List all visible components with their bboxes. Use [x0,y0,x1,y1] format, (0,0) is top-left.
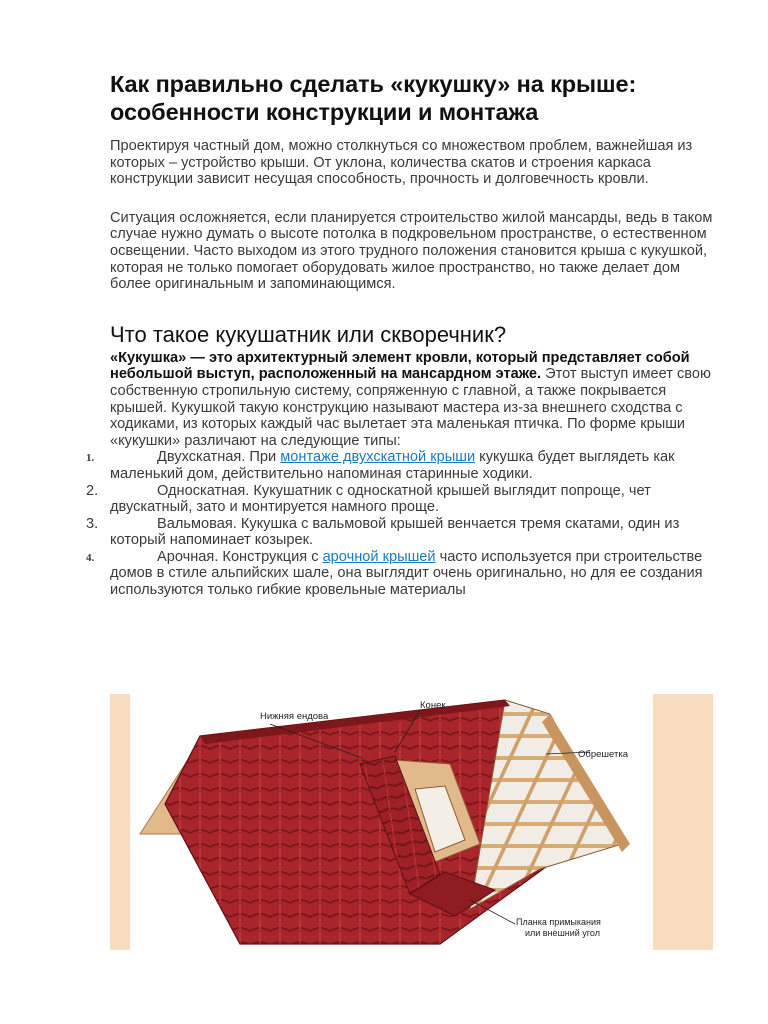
label-ridge: Конек [420,700,446,711]
gable-roof-link[interactable]: монтаже двухскатной крыши [280,449,476,466]
list-item-text: Односкатная. Кукушатник с односкатной крышей выглядит попроще, чет двускатный, зато и монтируется намного проще. [110,482,651,516]
roof-types-list [86,449,720,599]
list-item-text: Арочная. Конструкция с [157,548,323,565]
label-batten: Обрешетка [578,749,628,760]
left-panel [110,694,130,950]
roof-diagram [110,694,713,950]
arched-roof-link[interactable]: арочной крышей [322,548,436,565]
list-item-text: Двухскатная. При [157,449,281,466]
page-title: Как правильно сделать «кукушку» на крыше: особенности конструкции и монтажа [110,71,637,125]
list-item [86,548,720,599]
context-paragraph: Ситуация осложняется, если планируется строительство жилой мансарды, ведь в таком случае нужно думать о высоте потолка в подкровельном пространстве, о естественном освещении. Часто выходом из этого трудного положения становится крыша с кукушкой, которая не только помогает оборудовать жилое пространство, но также делает дом более оригинальным и запоминающимся. [110,209,713,293]
label-flashing-1: Планка примыкания [516,917,601,927]
roof-illustration [110,694,713,950]
definition-bold: «Кукушка» — это архитектурный элемент кровли, который представляет собой небольшой выступ, расположенный на мансардном этаже. [110,349,690,383]
list-number: 4. [86,551,95,564]
definition-paragraph [110,350,720,450]
definition-text: Этот выступ имеет свою собственную стропильную систему, сопряженную с главной, а также покрывается крышей. Кукушкой такую конструкцию называют мастера из-за внешнего сходства с ходиками, из которых каждый час вылетает эта маленькая птичка. По форме крыши «кукушки» различают на следующие типы: [110,366,711,449]
list-item [86,449,720,482]
list-number: 1. [86,452,95,465]
right-panel [653,694,713,950]
section-heading: Что такое кукушатник или скворечник? [110,321,507,347]
list-item-text: кукушка будет выглядеть как маленький дом, действительно напоминая старинные ходики. [110,449,675,482]
list-number: 3. [86,515,99,532]
list-item [86,515,720,549]
list-item [86,482,720,516]
label-valley: Нижняя ендова [260,711,329,722]
intro-paragraph: Проектируя частный дом, можно столкнуться со множеством проблем, важнейшая из которых – устройство крыши. От уклона, количества скатов и строения каркаса конструкции зависит несущая способность, прочность и долговечность кровли. [110,138,693,188]
article [86,70,720,599]
list-number: 2. [86,482,99,499]
label-flashing-2: или внешний угол [525,928,600,938]
list-item-text: часто используется при строительстве домов в стиле альпийских шале, она выглядит очень оригинально, но для ее создания используются только гибкие кровельные материалы [110,548,703,599]
list-item-text: Вальмовая. Кукушка с вальмовой крышей венчается тремя скатами, один из который напоминает козырек. [110,515,680,549]
